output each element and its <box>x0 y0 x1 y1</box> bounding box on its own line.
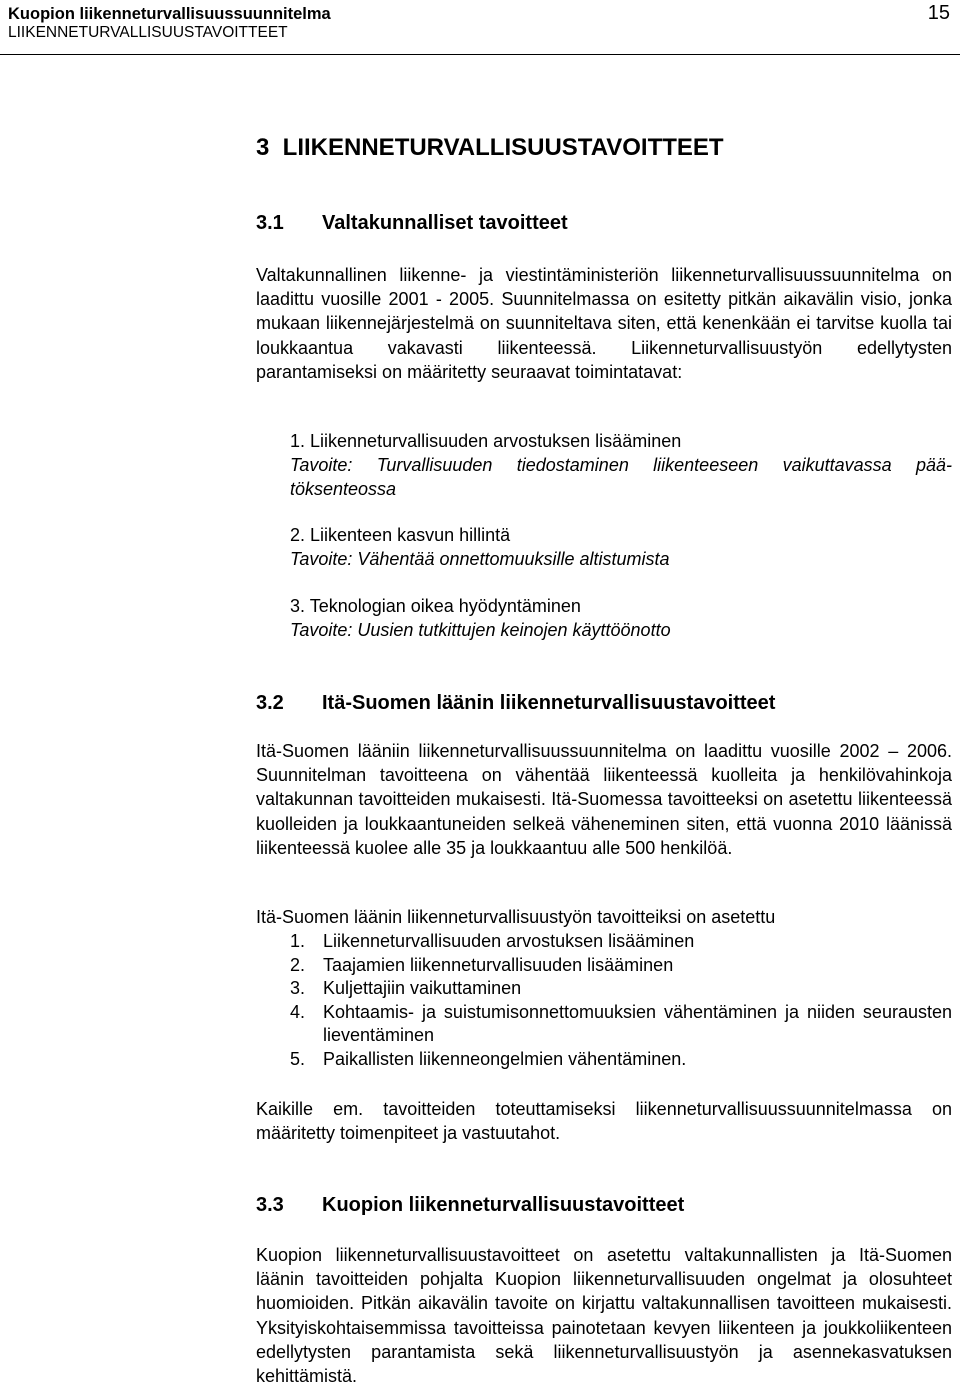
goal-item <box>290 523 952 571</box>
section-name: LIIKENNETURVALLISUUSTAVOITTEET <box>8 24 288 41</box>
chapter-heading: 3 LIIKENNETURVALLISUUSTAVOITTEET <box>256 134 724 161</box>
list-item: 3. Kuljettajiin vaikuttaminen <box>290 978 522 999</box>
goal-target: Tavoite: Uusien tutkittujen keinojen käyttöönotto <box>290 620 671 640</box>
section-title: Valtakunnalliset tavoitteet <box>322 212 568 234</box>
section-title: Kuopion liikenneturvallisuustavoitteet <box>322 1194 685 1216</box>
section-3-3-paragraph: Kuopion liikenneturvallisuustavoitteet on asetettu valtakunnallisten ja Itä-Suomen läänin tavoitteiden pohjalta Kuopion liikenneturvallisuuden ongelmat ja olosuhteet huomioiden. Pitkän aikavälin tavoite on kirjattu valtakunnallisen tavoitteen mukaisesti. Yksityiskohtaisemmissa tavoitteissa painotetaan kevyen liikenteen ja joukkoliikenteen edellytysten parantamista sekä liikenneturvallisuustyön ja asennekasvatuksen kehittämistä. <box>256 1245 952 1387</box>
section-3-2-paragraph: Itä-Suomen lääniin liikenneturvallisuussuunnitelma on laadittu vuosille 2002 – 2006. Suunnitelman tavoitteena on vähentää liikenteessä kuolleita ja henkilövahinkoja valtakunnan tavoitteiden mukaisesti. Itä-Suomessa tavoitteeksi on asetettu liikenteessä kuolleiden ja loukkaantuneiden selkeä väheneminen siten, että vuonna 2010 läänissä liikenteessä kuolee alle 35 ja loukkaantuu alle 500 henkilöä. <box>256 741 952 858</box>
section-heading-3-1 <box>256 212 568 235</box>
section-number: 3.3 <box>256 1194 284 1216</box>
list-item: 5. Paikallisten liikenneongelmien vähentäminen. <box>290 1048 687 1069</box>
goal-target: Tavoite: Vähentää onnettomuuksille altistumista <box>290 549 670 569</box>
list-item: 4. Kohtaamis- ja suistumisonnettomuuksien vähentäminen ja niiden seurausten lieventäminen <box>290 1001 952 1046</box>
goal-item <box>290 594 952 642</box>
header-rule <box>0 54 960 55</box>
section-number: 3.2 <box>256 692 284 714</box>
document-title: Kuopion liikenneturvallisuussuunnitelma <box>8 5 331 23</box>
page-number: 15 <box>927 2 950 24</box>
list-intro: Itä-Suomen läänin liikenneturvallisuustyön tavoitteiksi on asetettu <box>256 907 776 927</box>
goal-title: 2. Liikenteen kasvun hillintä <box>290 525 511 545</box>
section-heading-3-3 <box>256 1194 684 1217</box>
running-header <box>0 0 960 50</box>
objectives-list <box>290 930 952 1072</box>
goal-title: 1. Liikenneturvallisuuden arvostuksen lisääminen <box>290 431 682 451</box>
section-number: 3.1 <box>256 212 284 234</box>
section-title: Itä-Suomen läänin liikenneturvallisuustavoitteet <box>322 692 776 714</box>
section-heading-3-2 <box>256 692 775 715</box>
section-3-2-closing: Kaikille em. tavoitteiden toteuttamiseksi liikenneturvallisuussuunnitelmassa on määritetty toimenpiteet ja vastuutahot. <box>256 1099 952 1144</box>
section-3-1-paragraph: Valtakunnallinen liikenne- ja viestintäministeriön liikenneturvallisuussuunnitelma on laadittu vuosille 2001 - 2005. Suunnitelmassa on esitetty pitkän aikavälin visio, jonka mukaan liikennejärjestelmä on suunniteltava siten, että kenenkään ei tarvitse kuolla tai loukkaantua vakavasti liikenteessä. Liikenneturvallisuustyön edellytysten parantamiseksi on määritetty seuraavat toimintatavat: <box>256 265 952 382</box>
goal-target: Tavoite: Turvallisuuden tiedostaminen liikenteeseen vaikuttavassa päätöksenteossa <box>290 455 952 499</box>
goal-title: 3. Teknologian oikea hyödyntäminen <box>290 596 581 616</box>
list-item: 1. Liikenneturvallisuuden arvostuksen lisääminen <box>290 931 695 951</box>
goal-item <box>290 429 952 501</box>
list-item: 2. Taajamien liikenneturvallisuuden lisääminen <box>290 954 674 975</box>
